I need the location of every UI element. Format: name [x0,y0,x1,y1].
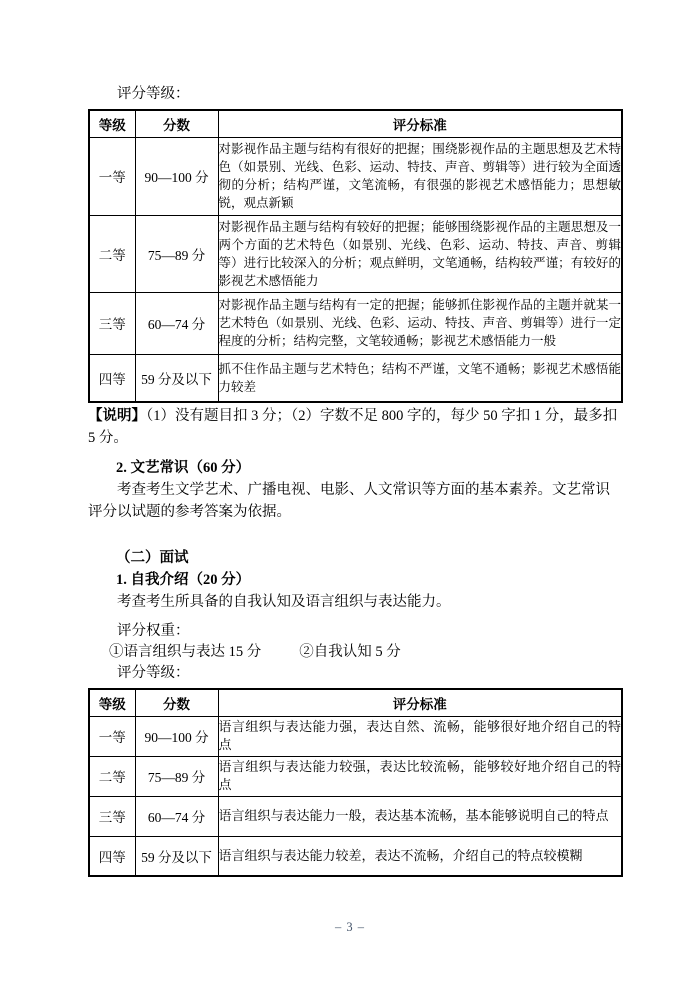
grade-cell: 二等 [89,215,135,292]
grade-cell: 四等 [89,836,135,876]
score-column-header: 分数 [135,110,218,137]
self-intro-heading: 1. 自我介绍（20 分） [116,572,251,588]
score-column-header: 分数 [135,689,218,716]
table-row [89,215,622,292]
film-analysis-rating-table [88,109,623,403]
criteria-cell: 语言组织与表达能力较差，表达不流畅，介绍自己的特点较模糊 [218,836,622,876]
grade-column-header: 等级 [89,110,135,137]
page-number: – 3 – [335,920,365,934]
criteria-column-header: 评分标准 [218,689,622,716]
interview-section-heading: （二）面试 [116,550,189,566]
score-cell: 90—100 分 [135,137,218,215]
grade-cell: 四等 [89,354,135,402]
score-cell: 75—89 分 [135,215,218,292]
table-row [89,836,622,876]
table-header-row [89,110,622,137]
section-2-heading: 2. 文艺常识（60 分） [116,460,251,476]
note-body: （1）没有题目扣 3 分；（2）字数不足 800 字的，每少 50 字扣 1 分，最多扣 5 分。 [88,408,618,446]
score-cell: 59 分及以下 [135,836,218,876]
score-cell: 90—100 分 [135,716,218,756]
score-cell: 60—74 分 [135,292,218,354]
score-cell: 75—89 分 [135,756,218,796]
self-intro-paragraph: 考查考生所具备的自我认知及语言组织与表达能力。 [117,594,451,610]
table-row [89,292,622,354]
table-row [89,137,622,215]
score-cell: 60—74 分 [135,796,218,836]
criteria-column-header: 评分标准 [218,110,622,137]
criteria-cell: 语言组织与表达能力强，表达自然、流畅，能够很好地介绍自己的特点 [218,716,622,756]
grade-column-header: 等级 [89,689,135,716]
weight-items-line [88,642,623,663]
criteria-cell: 对影视作品主题与结构有一定的把握；能够抓住影视作品的主题并就某一艺术特色（如景别、光线、色彩、运动、特技、声音、剪辑等）进行一定程度的分析；结构完整，文笔较通畅；影视艺术感悟能力一般 [218,292,622,354]
table-row [89,796,622,836]
scoring-note [88,405,623,449]
weight-label: 评分权重： [117,623,190,639]
criteria-cell: 语言组织与表达能力一般，表达基本流畅，基本能够说明自己的特点 [218,796,622,836]
table-row [89,716,622,756]
table-row [89,756,622,796]
weight-item-language: ①语言组织与表达 15 分 [109,644,262,660]
self-intro-rating-table [88,688,623,877]
grade-cell: 一等 [89,137,135,215]
table-row [89,354,622,402]
grade-cell: 三等 [89,796,135,836]
grade-cell: 二等 [89,756,135,796]
criteria-cell: 语言组织与表达能力较强，表达比较流畅，能够较好地介绍自己的特点 [218,756,622,796]
score-cell: 59 分及以下 [135,354,218,402]
criteria-cell: 抓不住作品主题与艺术特色；结构不严谨，文笔不通畅；影视艺术感悟能力较差 [218,354,622,402]
grade-cell: 三等 [89,292,135,354]
criteria-cell: 对影视作品主题与结构有较好的把握；能够围绕影视作品的主题思想及一两个方面的艺术特色（如景别、光线、色彩、运动、特技、声音、剪辑等）进行比较深入的分析；观点鲜明，文笔通畅，结构较严谨；有较好的影视艺术感悟能力 [218,215,622,292]
grade-cell: 一等 [89,716,135,756]
page-content [88,83,623,877]
section-2-paragraph: 考查考生文学艺术、广播电视、电影、人文常识等方面的基本素养。文艺常识评分以试题的参考答案为依据。 [88,482,610,520]
criteria-cell: 对影视作品主题与结构有很好的把握；围绕影视作品的主题思想及艺术特色（如景别、光线、色彩、运动、特技、声音、剪辑等）进行较为全面透彻的分析；结构严谨，文笔流畅，有很强的影视艺术感悟能力；思想敏锐，观点新颖 [218,137,622,215]
weight-item-self-awareness: ②自我认知 5 分 [299,644,401,660]
rating-scale-label-2: 评分等级： [117,665,190,681]
rating-scale-label-1: 评分等级： [117,86,190,102]
table-header-row [89,689,622,716]
note-prefix: 【说明】 [88,408,146,424]
